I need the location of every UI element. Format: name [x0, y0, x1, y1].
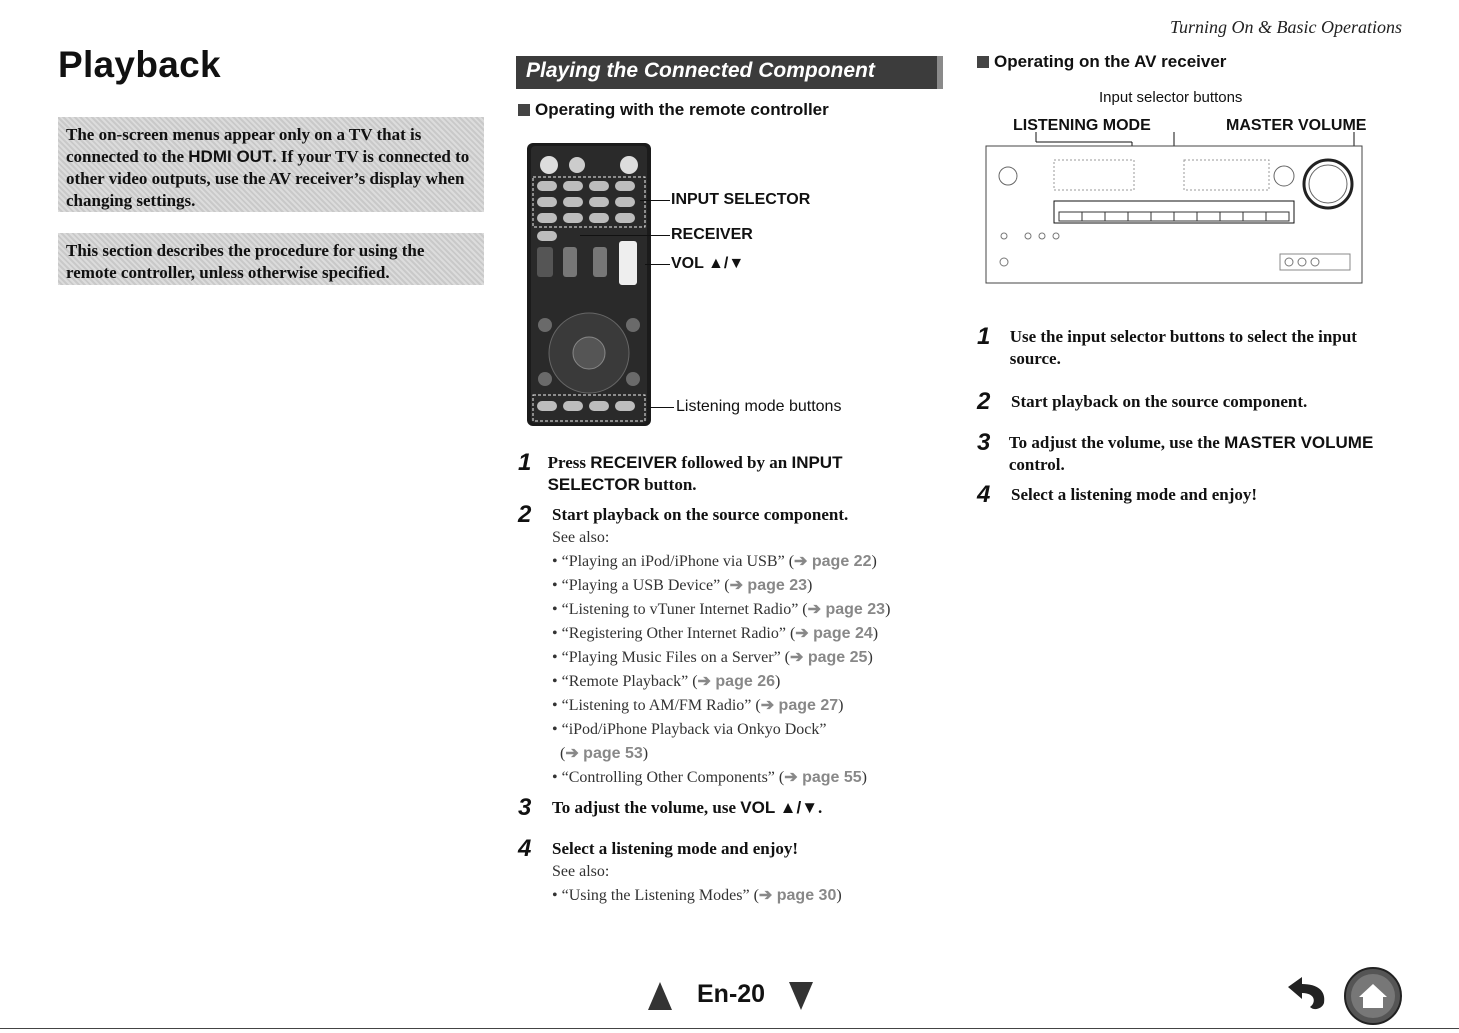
term-vol: VOL ▲/▼	[740, 798, 819, 817]
callout-line-vol	[645, 264, 670, 265]
callout-listening-mode-buttons: Listening mode buttons	[676, 398, 842, 415]
ref-title: • “Listening to AM/FM Radio” (	[552, 697, 761, 714]
ref-title: • “Remote Playback” (	[552, 673, 698, 690]
callout-vol: VOL ▲/▼	[671, 255, 745, 272]
page-link[interactable]: ➔ page 24	[795, 625, 873, 642]
page-link[interactable]: ➔ page 53	[565, 745, 643, 762]
see-also-item	[552, 550, 890, 574]
ref-title: • “Controlling Other Components” (	[552, 769, 785, 786]
bottom-rule	[0, 1028, 1459, 1029]
page-link[interactable]: ➔ page 23	[729, 577, 807, 594]
step-text: Start playback on the source component.	[552, 505, 849, 524]
receiver-step-1	[977, 323, 1397, 370]
page-link[interactable]: ➔ page 55	[784, 769, 862, 786]
see-also-item	[552, 694, 890, 718]
step-text: .	[818, 798, 823, 817]
remote-step-1	[518, 449, 938, 496]
step-number: 1	[518, 449, 532, 476]
see-also-label: See also:	[552, 529, 610, 546]
input-selector-caption: Input selector buttons	[1099, 89, 1243, 106]
see-also-list	[552, 550, 890, 790]
page-link[interactable]: ➔ page 27	[760, 697, 839, 714]
ref-close: )	[871, 553, 877, 570]
step-number: 2	[518, 501, 532, 528]
see-also-item	[552, 718, 890, 742]
prev-page-icon[interactable]	[648, 982, 672, 1010]
note-hdmi-text-b: . If your TV is connected to other video outputs, use the AV receiver’s display when changing settings.	[66, 147, 470, 210]
running-head: Turning On & Basic Operations	[1169, 17, 1402, 37]
callout-line-listening	[650, 407, 674, 408]
see-also-item	[552, 598, 890, 622]
ref-close: )	[885, 601, 891, 618]
page-link[interactable]: ➔ page 25	[790, 649, 868, 666]
page-link[interactable]: ➔ page 22	[794, 553, 872, 570]
step-text: Select a listening mode and enjoy!	[552, 839, 799, 858]
step-number: 2	[977, 388, 991, 415]
page-title: Playback	[58, 44, 221, 85]
see-also-item	[552, 742, 890, 766]
av-receiver-front-panel	[984, 132, 1364, 287]
ref-close: )	[867, 649, 873, 666]
ref-close: )	[861, 769, 867, 786]
ref-close: )	[807, 577, 813, 594]
see-also-label: See also:	[552, 863, 610, 880]
see-also-item	[552, 622, 890, 646]
note-hdmi-out	[58, 117, 484, 212]
remote-step-4	[518, 835, 938, 908]
ref-title: • “Registering Other Internet Radio” (	[552, 625, 796, 642]
square-bullet-icon	[977, 56, 989, 68]
page-link[interactable]: ➔ page 30	[758, 887, 837, 904]
step-text: To adjust the volume, use	[552, 798, 741, 817]
term-input-selector: INPUT SELECTOR	[547, 453, 843, 494]
ref-title: (	[552, 745, 566, 762]
term-receiver: RECEIVER	[590, 453, 678, 472]
receiver-step-4	[977, 481, 1397, 508]
see-also-item	[552, 574, 890, 598]
subhead-remote-text: Operating with the remote controller	[535, 100, 829, 119]
step-text: button.	[639, 475, 697, 494]
receiver-step-2	[977, 388, 1397, 415]
remote-step-2	[518, 501, 948, 790]
note-hdmi-term: HDMI OUT	[188, 147, 273, 166]
ref-title: • “Using the Listening Modes” (	[552, 887, 759, 904]
note-hdmi-text-a: The on-screen menus appear only on a TV that is connected to the	[66, 125, 422, 166]
next-page-icon[interactable]	[789, 982, 813, 1010]
ref-title: • “iPod/iPhone Playback via Onkyo Dock”	[552, 721, 827, 738]
callout-input-selector: INPUT SELECTOR	[671, 191, 811, 208]
ref-close: )	[836, 887, 842, 904]
ref-close: )	[642, 745, 649, 762]
ref-title: • “Playing an iPod/iPhone via USB” (	[552, 553, 795, 570]
term-master-volume: MASTER VOLUME	[1224, 433, 1374, 452]
step-text: To adjust the volume, use the	[1008, 433, 1225, 452]
see-also-item	[552, 670, 890, 694]
step-text: Start playback on the source component.	[1011, 392, 1308, 411]
see-also-item	[552, 646, 890, 670]
step-number: 4	[518, 835, 532, 862]
receiver-step-3	[977, 429, 1407, 476]
note-remote-usage: This section describes the procedure for using the remote controller, unless otherwise specified.	[58, 233, 484, 285]
ref-title: • “Listening to vTuner Internet Radio” (	[552, 601, 808, 618]
ref-title: • “Playing a USB Device” (	[552, 577, 730, 594]
remote-controller-illustration	[527, 143, 651, 426]
subhead-receiver	[977, 52, 1226, 72]
back-icon[interactable]	[1280, 973, 1332, 1013]
page-number: En-20	[697, 980, 766, 1008]
subhead-remote	[518, 100, 829, 120]
step-text: control.	[1008, 455, 1065, 474]
square-bullet-icon	[518, 104, 530, 116]
ref-close: )	[838, 697, 844, 714]
ref-title: • “Playing Music Files on a Server” (	[552, 649, 790, 666]
step-number: 3	[977, 429, 991, 456]
home-icon[interactable]	[1343, 966, 1403, 1026]
step-text: Press	[547, 453, 591, 472]
step-number: 1	[977, 323, 991, 350]
step-text: Select a listening mode and enjoy!	[1011, 485, 1258, 504]
remote-step-3	[518, 794, 938, 821]
see-also-item	[552, 766, 890, 790]
callout-line-receiver	[580, 235, 670, 236]
subhead-receiver-text: Operating on the AV receiver	[994, 52, 1227, 71]
callout-receiver: RECEIVER	[671, 226, 753, 243]
page-link[interactable]: ➔ page 26	[697, 673, 775, 690]
step-number: 3	[518, 794, 532, 821]
step-number: 4	[977, 481, 991, 508]
label-listening-mode: LISTENING MODE	[1013, 117, 1151, 134]
callout-line-input	[640, 200, 670, 201]
ref-close: )	[872, 625, 879, 642]
see-also-item	[552, 884, 842, 908]
ref-close: )	[774, 673, 781, 690]
section-banner: Playing the Connected Component	[516, 56, 943, 89]
step-text: Use the input selector buttons to select the input source.	[1009, 327, 1357, 368]
page-link[interactable]: ➔ page 23	[807, 601, 886, 618]
label-master-volume: MASTER VOLUME	[1226, 117, 1367, 134]
step-text: followed by an	[677, 453, 792, 472]
